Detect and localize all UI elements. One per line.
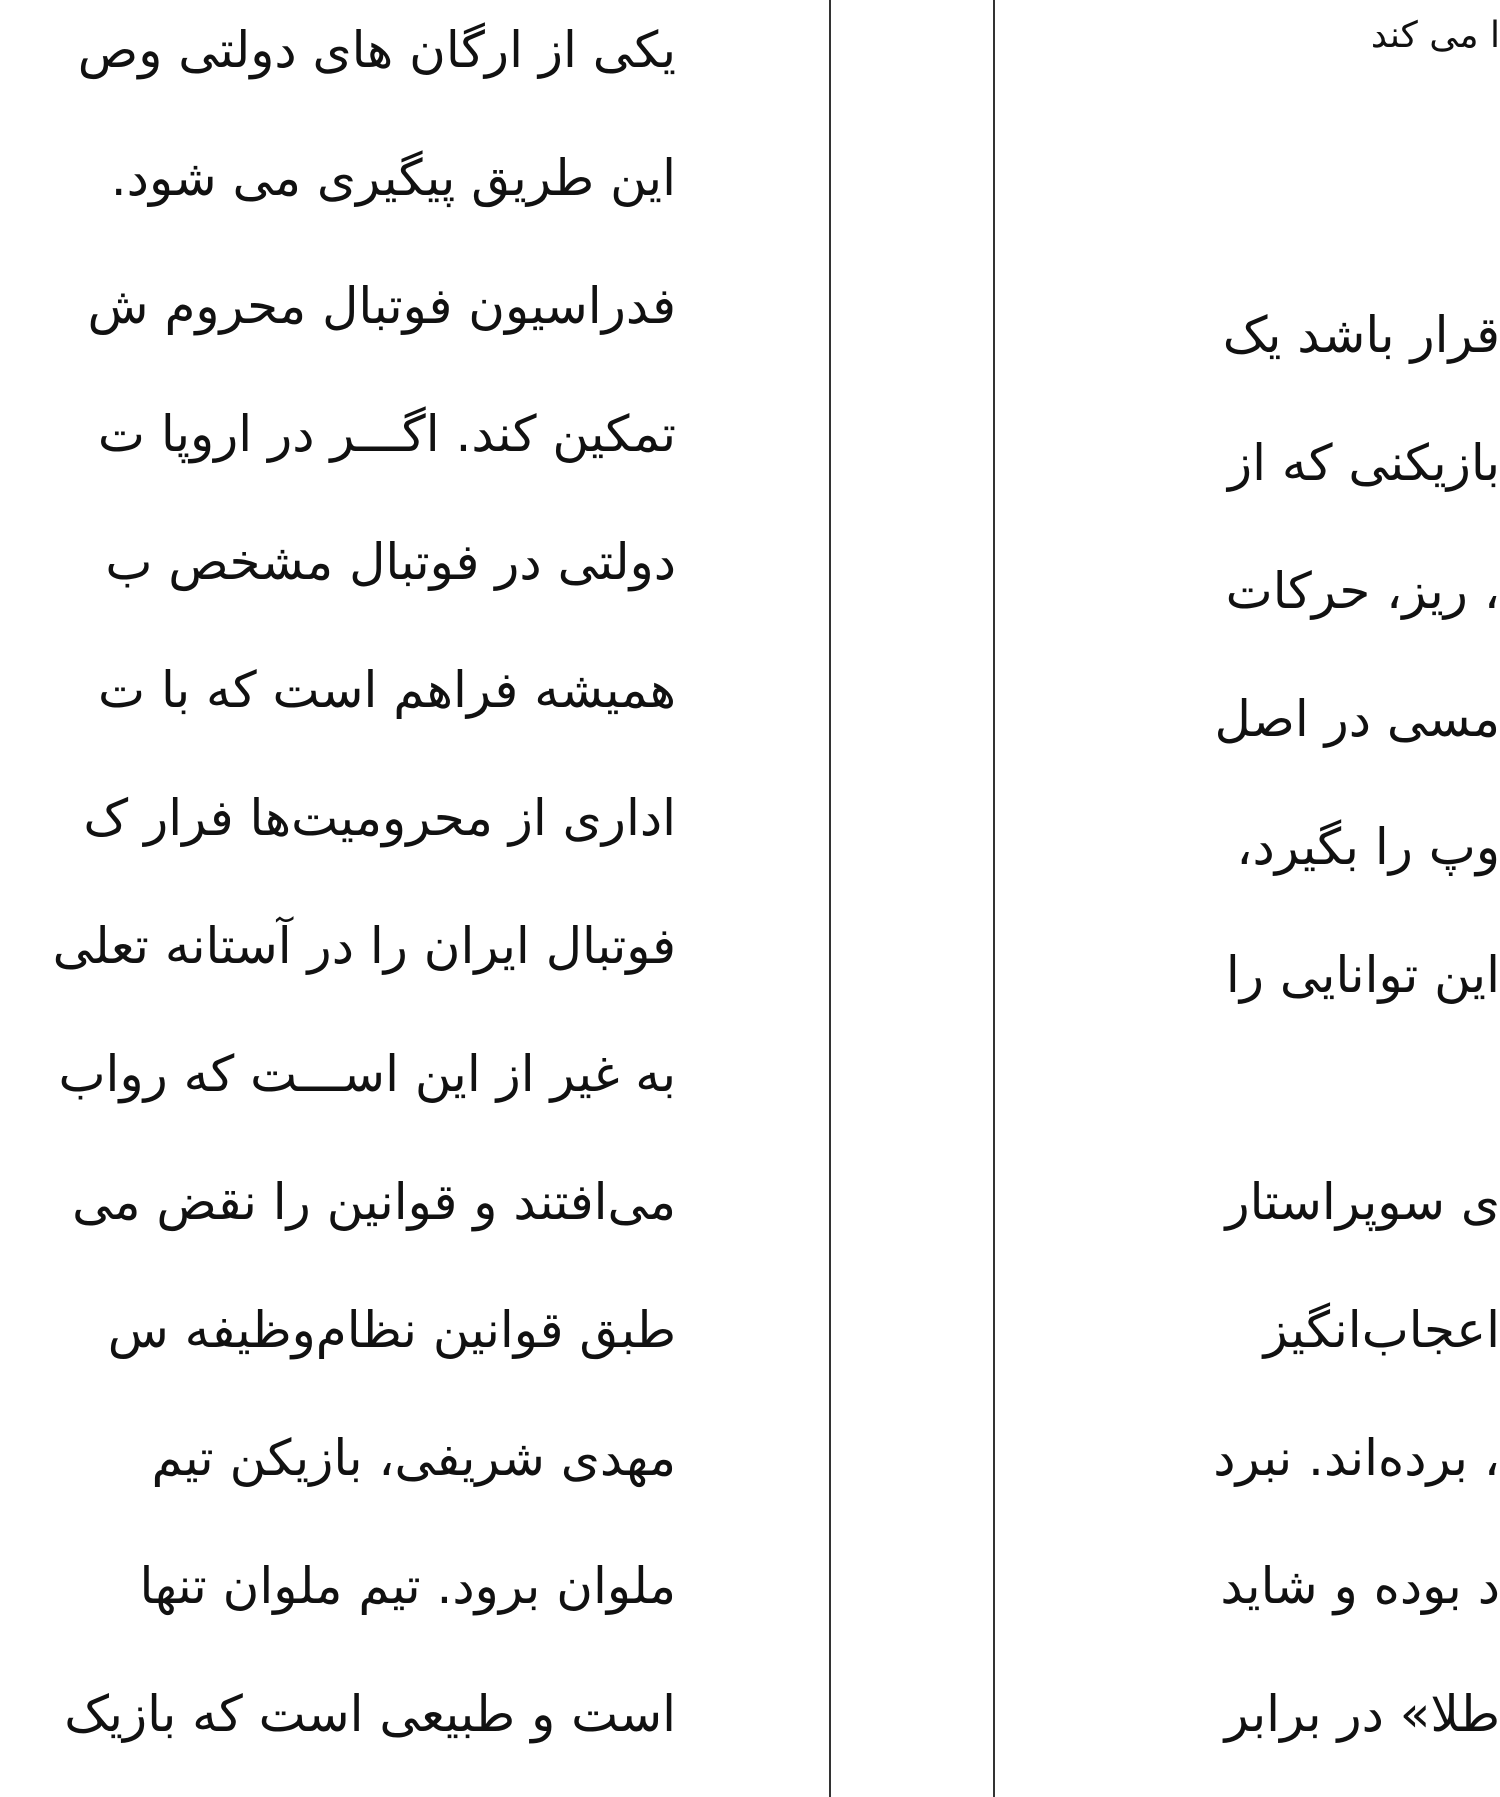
right-p2-line-1: ی سوپراستار <box>1225 1173 1500 1231</box>
right-p1-line-3: ، ریز، حرکات <box>1225 562 1500 620</box>
left-line-7: اداری از محرومیت‌ها فرار ک <box>83 789 676 847</box>
left-line-11: طبق قوانین نظام‌وظیفه س <box>107 1301 676 1359</box>
right-p1-line-5: وپ را بگیرد، <box>1236 818 1500 876</box>
left-line-6: همیشه فراهم است که با ت <box>98 661 676 719</box>
column-divider-right <box>993 0 995 1797</box>
right-p1-line-4: مسی در اصل <box>1214 690 1500 748</box>
left-article-column <box>0 0 676 1797</box>
left-line-1: یکی از ارگان های دولتی وص <box>77 21 676 79</box>
right-p2-line-5: طلا» در برابر <box>1224 1685 1500 1743</box>
right-p1-line-1: قرار باشد یک <box>1222 306 1500 364</box>
right-p1-line-6: این توانایی را <box>1225 946 1500 1004</box>
left-line-5: دولتی در فوتبال مشخص ب <box>105 533 676 591</box>
right-p2-line-3: ، برده‌اند. نبرد <box>1213 1429 1500 1487</box>
left-line-3: فدراسیون فوتبال محروم ش <box>87 277 676 335</box>
right-p1-line-2: بازیکنی که از <box>1227 434 1500 492</box>
left-line-8: فوتبال ایران را در آستانه تعلی <box>52 917 676 975</box>
left-line-13: ملوان برود. تیم ملوان تنها <box>139 1557 676 1615</box>
left-line-2: این طریق پیگیری می شود. <box>110 149 676 207</box>
column-divider-left <box>829 0 831 1797</box>
left-line-12: مهدی شریفی، بازیکن تیم <box>151 1429 676 1487</box>
left-line-9: به غیر از این اســـت که رواب <box>58 1045 676 1103</box>
right-top-fragment: ا می کند <box>1370 15 1500 56</box>
right-p2-line-4: د بوده و شاید <box>1220 1557 1500 1615</box>
left-line-14: است و طبیعی است که بازیک <box>64 1685 676 1743</box>
right-p2-line-2: اعجاب‌انگیز <box>1263 1301 1500 1359</box>
left-line-10: می‌افتند و قوانین را نقض می <box>72 1173 676 1231</box>
right-article-column <box>1160 0 1500 1797</box>
left-line-4: تمکین کند. اگـــر در اروپا ت <box>97 405 676 463</box>
